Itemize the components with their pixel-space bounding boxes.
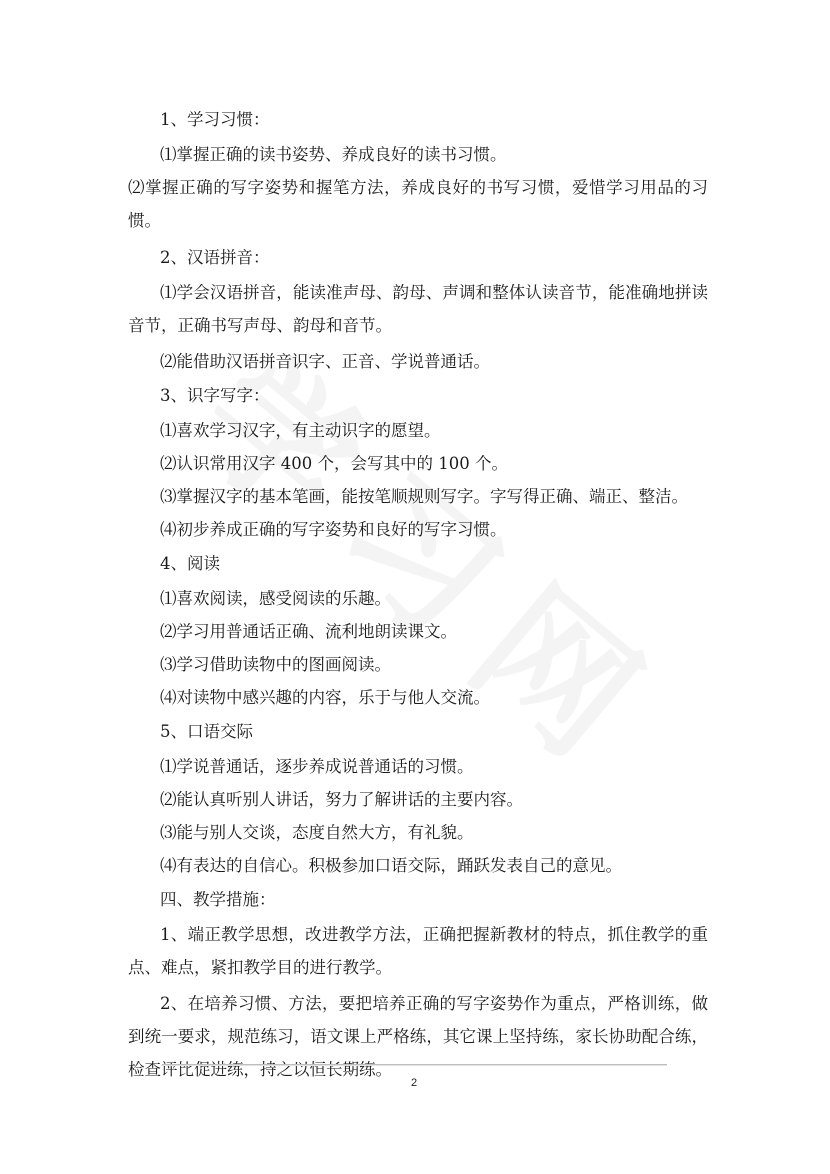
page-number: 2 xyxy=(410,1077,418,1089)
measures-heading: 四、教学措施： xyxy=(160,890,276,909)
section-heading: 4、阅读 xyxy=(160,554,220,573)
measure-paragraph: 1、端正教学思想，改进教学方法，正确把握新教材的特点，抓住教学的重点、难点，紧扣教学目的进行教学。 xyxy=(128,925,708,977)
list-item: ⑴学说普通话，逐步养成说普通话的习惯。 xyxy=(160,757,474,776)
section-heading: 3、识字写字： xyxy=(160,386,270,405)
list-item: ⑶学习借助读物中的图画阅读。 xyxy=(160,655,391,674)
list-item: ⑴掌握正确的读书姿势、养成良好的读书习惯。 xyxy=(160,145,507,164)
list-item: ⑶掌握汉字的基本笔画，能按笔顺规则写字。字写得正确、端正、整洁。 xyxy=(160,487,688,506)
measure-paragraph: 2、在培养习惯、方法，要把培养正确的写字姿势作为重点，严格训练，做到统一要求，规范练习，语文课上严格练，其它课上坚持练，家长协助配合练，检查评比促进练，持之以恒长期练。 xyxy=(128,994,708,1079)
list-item: ⑷有表达的自信心。积极参加口语交际，踊跃发表自己的意见。 xyxy=(160,856,622,875)
list-item: ⑴喜欢阅读，感受阅读的乐趣。 xyxy=(160,589,391,608)
list-item: ⑵掌握正确的写字姿势和握笔方法，养成良好的书写习惯，爱惜学习用品的习惯。 xyxy=(128,178,708,230)
list-item: ⑵能认真听别人讲话，努力了解讲话的主要内容。 xyxy=(160,790,523,809)
list-item: ⑷对读物中感兴趣的内容，乐于与他人交流。 xyxy=(160,688,490,707)
list-item: ⑴学会汉语拼音，能读准声母、韵母、声调和整体认读音节，能准确地拼读音节，正确书写声母、韵母和音节。 xyxy=(128,283,708,335)
document-body xyxy=(128,102,708,1086)
list-item: ⑵学习用普通话正确、流利地朗读课文。 xyxy=(160,622,457,641)
list-item: ⑷初步养成正确的写字姿势和良好的写字习惯。 xyxy=(160,520,507,539)
section-heading: 2、汉语拼音： xyxy=(160,248,270,267)
list-item: ⑵认识常用汉字 400 个，会写其中的 100 个。 xyxy=(160,454,508,473)
footer-divider xyxy=(162,1064,667,1065)
section-heading: 1、学习习惯： xyxy=(160,110,270,129)
list-item: ⑵能借助汉语拼音识字、正音、学说普通话。 xyxy=(160,352,490,371)
list-item: ⑶能与别人交谈，态度自然大方，有礼貌。 xyxy=(160,823,474,842)
list-item: ⑴喜欢学习汉字，有主动识字的愿望。 xyxy=(160,421,441,440)
section-heading: 5、口语交际 xyxy=(160,722,253,741)
